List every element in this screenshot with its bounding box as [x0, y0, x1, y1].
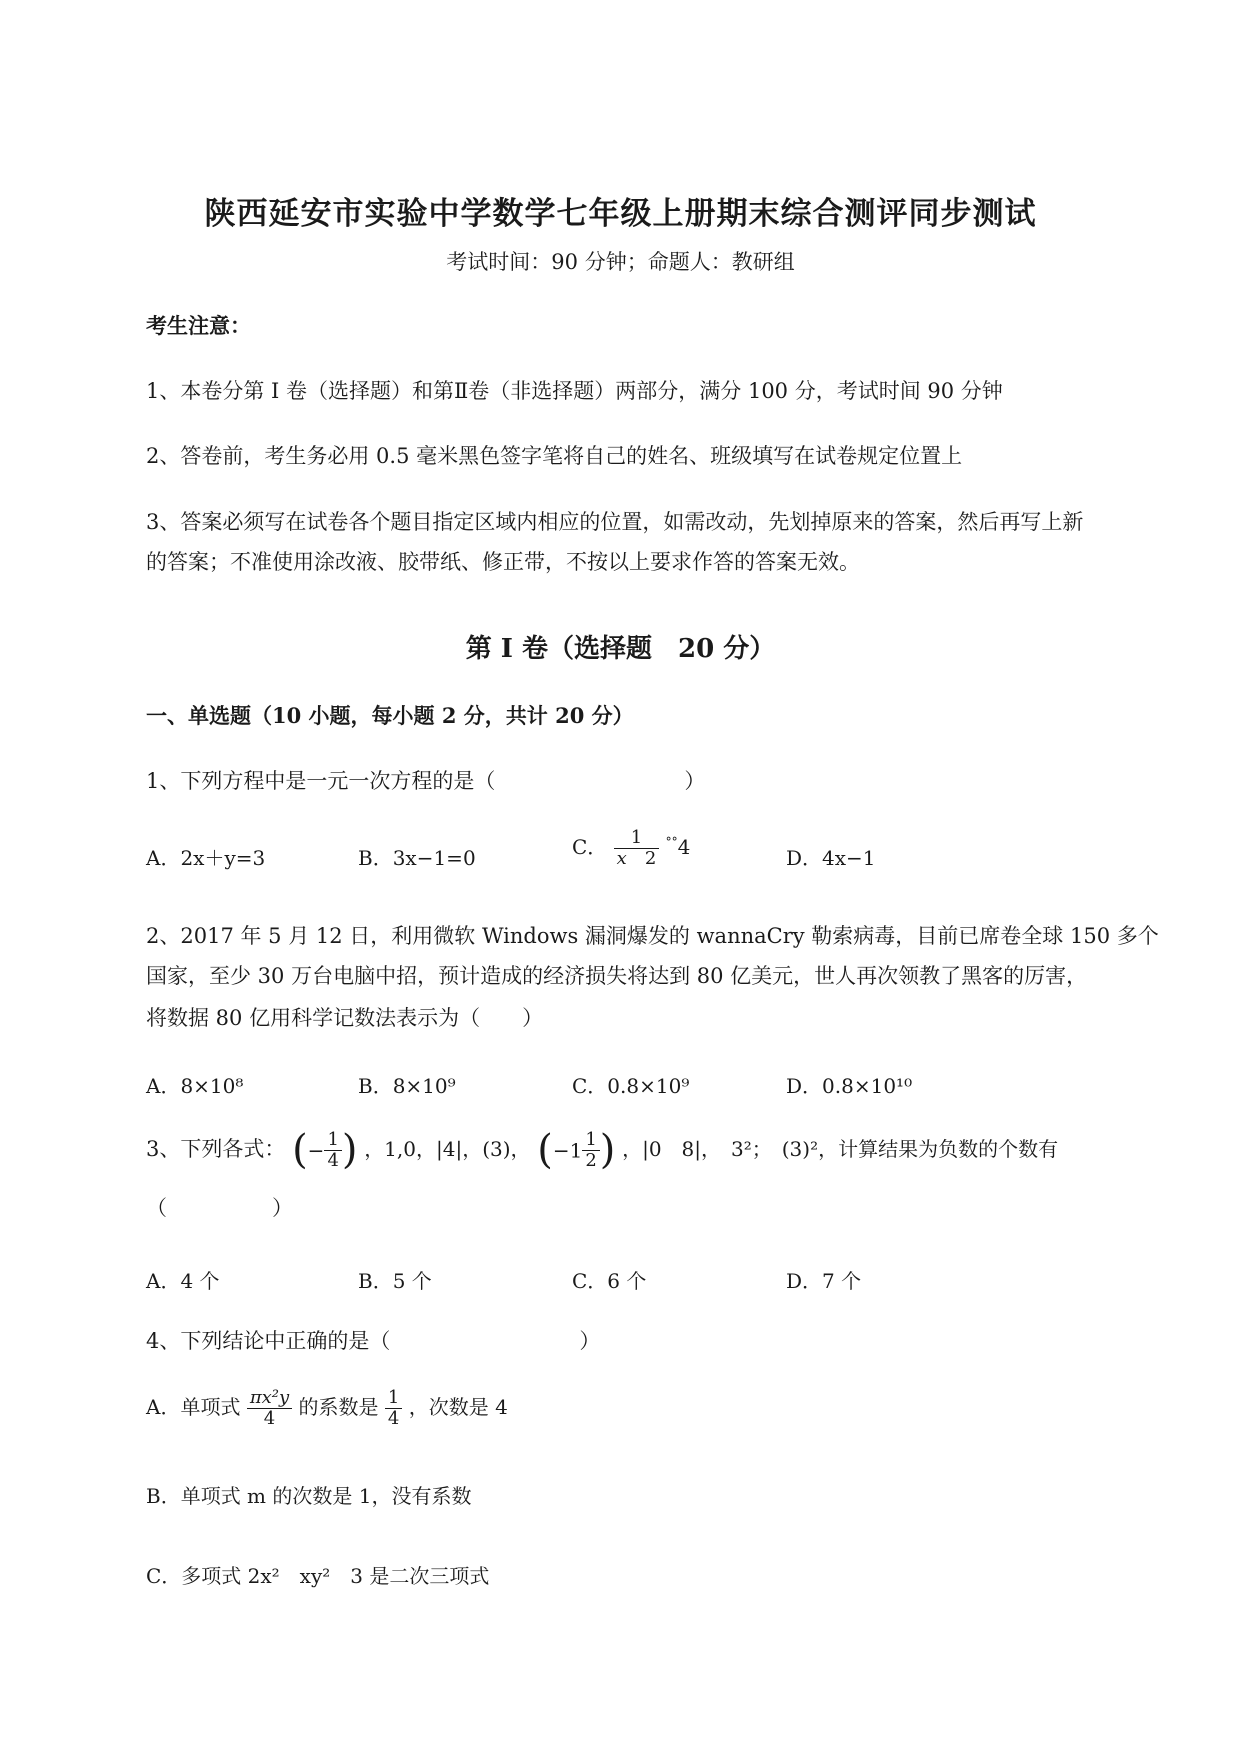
fraction-denominator: 2: [585, 1149, 597, 1171]
notice-item-2: 2、答卷前，考生务必用 0.5 毫米黑色签字笔将自己的姓名、班级填写在试卷规定位置上: [146, 444, 963, 468]
fraction-denominator: [614, 849, 660, 869]
question-3-option-d: D．7 个: [786, 1269, 862, 1293]
question-1-option-d: D．4x−1: [786, 846, 876, 870]
notice-item-3-line-1: 3、答案必须写在试卷各个题目指定区域内相应的位置，如需改动，先划掉原来的答案，然后再写上新: [146, 510, 1084, 534]
section-title: 第 I 卷（选择题 20 分）: [465, 634, 776, 664]
page-title: 陕西延安市实验中学数学七年级上册期末综合测评同步测试: [204, 196, 1037, 232]
mixed-whole: 1: [569, 1138, 583, 1163]
notice-item-1: 1、本卷分第 I 卷（选择题）和第Ⅱ卷（非选择题）两部分，满分 100 分，考试时间 90 分钟: [146, 379, 1003, 403]
question-3-line-2: （ ）: [146, 1196, 293, 1220]
fraction: [324, 1130, 341, 1171]
question-2-option-b: B．8×10⁹: [358, 1074, 456, 1098]
option-a-tail: ，次数是 4: [408, 1394, 508, 1419]
part-heading: 一、单选题（10 小题，每小题 2 分，共计 20 分）: [146, 703, 634, 728]
question-2-line-3: 将数据 80 亿用科学记数法表示为（ ）: [146, 1006, 544, 1030]
question-4-option-b: B．单项式 m 的次数是 1，没有系数: [146, 1484, 472, 1508]
fraction-numerator: 1: [385, 1388, 402, 1409]
question-2-option-a: A．8×10⁸: [146, 1074, 244, 1098]
fraction-denominator: 4: [387, 1407, 400, 1429]
option-c-tail: 4: [677, 834, 691, 859]
question-1-option-a: A．2x＋y=3: [146, 846, 266, 870]
question-3-expr-mid-1: ，1,0，|4|，(3)，: [364, 1136, 531, 1161]
question-2-option-d: D．0.8×10¹⁰: [786, 1074, 913, 1098]
question-1-option-c: C． $\frac{1}{x 2}$ °°4: [572, 827, 691, 869]
question-4-option-a: [146, 1388, 508, 1429]
den-x: x: [616, 847, 627, 869]
exam-info: 考试时间：90 分钟；命题人：教研组: [446, 250, 795, 274]
option-c-label: C．: [572, 834, 608, 859]
fraction-numerator: πx²y: [247, 1388, 292, 1409]
option-a-label: A．单项式: [146, 1394, 241, 1419]
question-3-option-b: B．5 个: [358, 1269, 432, 1293]
fraction: [247, 1388, 292, 1429]
question-1-option-b: B．3x−1=0: [358, 846, 476, 870]
fraction: [385, 1388, 402, 1429]
question-3-option-a: A．4 个: [146, 1269, 220, 1293]
question-1-stem: 1、下列方程中是一元一次方程的是（ ）: [146, 769, 706, 793]
question-3-option-c: C．6 个: [572, 1269, 647, 1293]
fraction-denominator: 4: [327, 1149, 339, 1171]
fraction: [582, 1130, 599, 1171]
question-3-prefix: 3、下列各式：: [146, 1136, 286, 1161]
fraction-numerator: 1: [582, 1130, 599, 1151]
question-4-option-c: C．多项式 2x² xy² 3 是二次三项式: [146, 1564, 490, 1588]
question-2-line-1: 2、2017 年 5 月 12 日，利用微软 Windows 漏洞爆发的 wannaCry 勒索病毒，目前已席卷全球 150 多个: [146, 924, 1159, 948]
fraction: [614, 828, 660, 869]
fraction-denominator: 4: [263, 1407, 276, 1429]
question-2-option-c: C．0.8×10⁹: [572, 1074, 690, 1098]
fraction-numerator: 1: [324, 1130, 341, 1151]
question-3-expr-mid-2: ，|0 8|， 3²； (3)²，计算结果为负数的个数有: [622, 1136, 1059, 1161]
question-4-stem: 4、下列结论中正确的是（ ）: [146, 1329, 601, 1353]
fraction-numerator: 1: [614, 828, 660, 849]
den-2: 2: [644, 847, 657, 869]
notice-heading: 考生注意：: [146, 313, 251, 338]
option-a-mid: 的系数是: [298, 1394, 379, 1419]
question-2-line-2: 国家，至少 30 万台电脑中招，预计造成的经济损失将达到 80 亿美元，世人再次领教了黑客的厉害，: [146, 964, 1088, 988]
question-3-line-1: 3、下列各式： (− $\frac{1}{4}$ ) ，1,0，|4|，(3)， (−1 $\frac{1}{2}$ ) ，|0 8|， 3²； (3)²，计算结果为负数的个数有: [146, 1127, 1059, 1174]
notice-item-3-line-2: 的答案；不准使用涂改液、胶带纸、修正带，不按以上要求作答的答案无效。: [146, 550, 860, 574]
